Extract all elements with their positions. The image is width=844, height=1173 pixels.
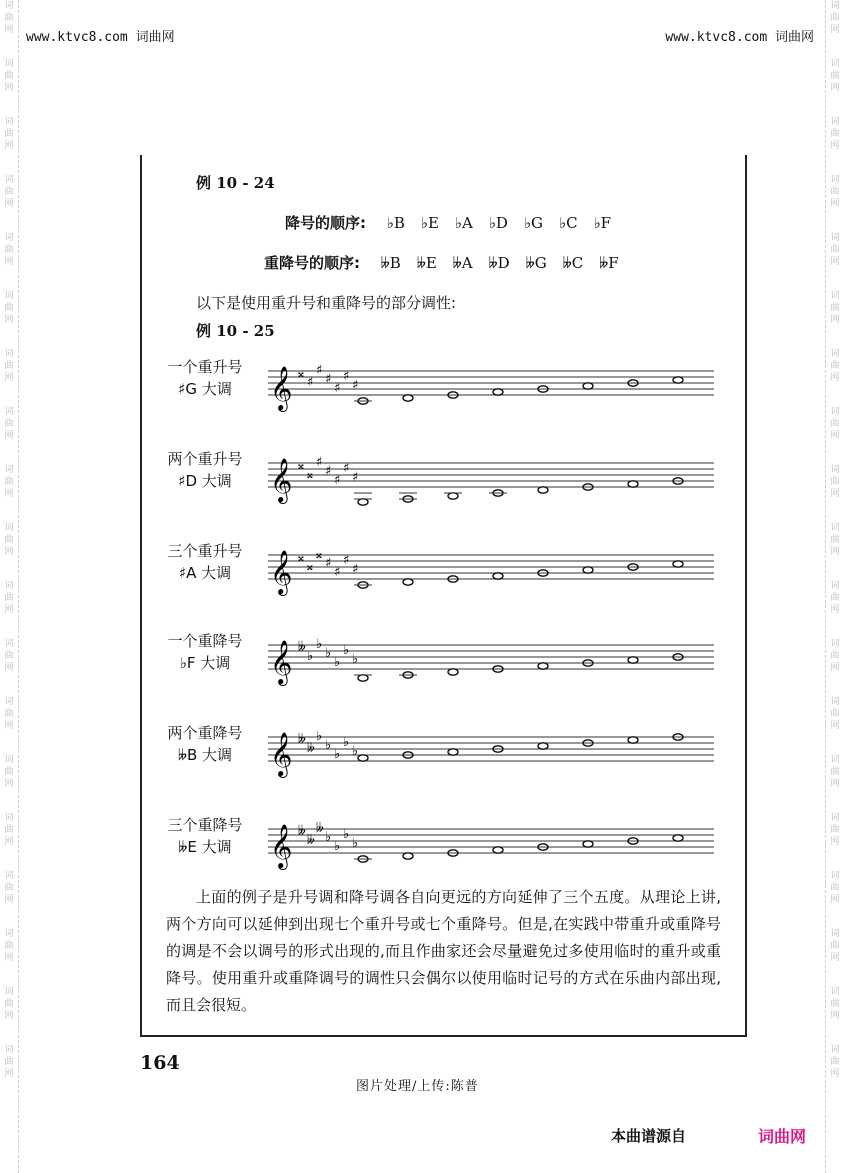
key-label-count: 两个重降号 [167,724,243,742]
key-row [150,448,720,518]
whole-note [358,675,368,681]
header-url-right[interactable]: www.ktvc8.com 词曲网 [665,30,814,45]
key-row [150,540,720,610]
watermark-glyphs: 词 曲 网 [4,581,14,615]
treble-clef-icon: 𝄞 [270,732,293,776]
flat-order-line [285,212,611,233]
treble-clef-icon: 𝄞 [270,824,293,868]
watermark-glyphs: 词 曲 网 [830,813,840,847]
key-row [150,722,720,792]
watermark-glyphs: 词 曲 网 [4,175,14,209]
key-label [150,540,260,584]
key-signature-accidental: ♭ [352,744,359,759]
key-signature-accidental: 𝄫 [316,821,324,836]
key-signature-accidental: 𝄪 [307,559,313,574]
key-signature-accidental: 𝄪 [298,458,304,473]
key-signature-accidental: ♯ [316,363,323,378]
order-item: ♭C [559,214,578,232]
intro-text: 以下是使用重升号和重降号的部分调性: [196,294,457,312]
whole-note [358,755,368,761]
watermark-glyphs: 词 曲 网 [4,59,14,93]
key-signature-accidental: ♭ [343,735,350,750]
order-item: ♭F [593,214,612,232]
key-label [150,722,260,766]
staff [268,448,718,518]
key-row [150,814,720,884]
key-signature-accidental: ♭ [316,729,323,744]
key-signature-accidental: 𝄫 [307,833,315,848]
whole-note [448,493,458,499]
watermark-glyphs: 词 曲 网 [830,233,840,267]
watermark-glyphs: 词 曲 网 [4,349,14,383]
watermark-glyphs: 词 曲 网 [830,465,840,499]
whole-note [493,847,503,853]
watermark-glyphs: 词 曲 网 [4,755,14,789]
watermark-glyphs: 词 曲 网 [4,1045,14,1079]
order-item: ♭B [386,214,405,232]
watermark-glyphs: 词 曲 网 [4,639,14,673]
brand-logo[interactable]: 词曲网 [758,1127,807,1146]
watermark-glyphs: 词 曲 网 [4,813,14,847]
key-signature-accidental: 𝄪 [316,547,322,562]
watermark-glyphs: 词 曲 网 [4,407,14,441]
whole-note [448,749,458,755]
treble-clef-icon: 𝄞 [270,366,293,410]
watermark-strip-left [0,0,19,1173]
key-signature-accidental: 𝄫 [307,741,315,756]
key-signature-accidental: ♯ [343,369,350,384]
watermark-glyphs: 词 曲 网 [4,233,14,267]
watermark-glyphs: 词 曲 网 [830,697,840,731]
key-signature-accidental: ♯ [343,461,350,476]
order-item: ♭A [454,214,473,232]
key-signature-accidental: ♭ [352,836,359,851]
staff [268,722,718,792]
whole-note [628,481,638,487]
key-signature-accidental: 𝄪 [307,467,313,482]
key-label-count: 两个重升号 [167,450,243,468]
flat-order-label: 降号的顺序: [285,214,366,232]
key-signature-accidental: ♭ [316,637,323,652]
paragraph-text: 上面的例子是升号调和降号调各自向更远的方向延伸了三个五度。从理论上讲,两个方向可以延伸到出现七个重升号或七个重降号。但是,在实践中带重升或重降号的调是不会以调号的形式出现的,而且作曲家还会尽量避免过多使用临时的重升或重降号。使用重升或重降调号的调性只会偶尔以使用临时记号的方式在乐曲内部出现,而且会很短。 [166,888,721,1014]
key-row [150,356,720,426]
key-row [150,630,720,700]
whole-note [583,567,593,573]
order-item: ♭E [420,214,439,232]
watermark-glyphs: 词 曲 网 [830,175,840,209]
key-signature-accidental: ♭ [334,747,341,762]
example-label-25: 例 10 - 25 [196,322,275,340]
key-signature-accidental: ♯ [325,556,332,571]
key-signature-accidental: 𝄫 [298,640,306,655]
key-signature-accidental: ♭ [325,738,332,753]
key-signature-accidental: ♭ [334,839,341,854]
credit-line: 图片处理/上传:陈普 [356,1079,479,1094]
watermark-glyphs: 词 曲 网 [4,117,14,151]
whole-note [583,841,593,847]
whole-note [403,395,413,401]
key-label-count: 一个重升号 [167,358,243,376]
treble-clef-icon: 𝄞 [270,640,293,684]
watermark-glyphs: 词 曲 网 [4,697,14,731]
watermark-glyphs: 词 曲 网 [4,523,14,557]
watermark-glyphs: 词 曲 网 [830,407,840,441]
order-item: 𝄫D [488,254,510,272]
watermark-glyphs: 词 曲 网 [4,465,14,499]
key-signature-accidental: ♯ [334,381,341,396]
key-label [150,356,260,400]
whole-note [673,561,683,567]
staff [268,630,718,700]
order-item: ♭G [523,214,544,232]
order-item: 𝄫B [380,254,401,272]
key-signature-accidental: ♯ [325,372,332,387]
key-signature-accidental: 𝄫 [298,732,306,747]
key-label-name: 𝄫B 大调 [177,746,233,764]
watermark-glyphs: 词 曲 网 [830,349,840,383]
treble-clef-icon: 𝄞 [270,550,293,594]
double-flat-order-list [365,254,619,272]
key-signature-accidental: ♭ [352,652,359,667]
whole-note [628,737,638,743]
key-signature-accidental: ♯ [334,565,341,580]
key-signature-accidental: ♯ [316,455,323,470]
order-item: ♭D [488,214,508,232]
key-label [150,448,260,492]
key-signature-accidental: ♯ [352,378,359,393]
key-label-name: ♭F 大调 [179,654,231,672]
watermark-glyphs: 词 曲 网 [830,581,840,615]
key-signature-accidental: ♯ [343,553,350,568]
key-label-name: ♯D 大调 [178,472,232,490]
key-label [150,814,260,858]
body-paragraph [166,884,721,1019]
key-signature-accidental: 𝄪 [298,550,304,565]
whole-note [403,853,413,859]
staff [268,356,718,426]
key-signature-accidental: ♯ [352,470,359,485]
key-signature-accidental: ♯ [334,473,341,488]
watermark-glyphs: 词 曲 网 [4,987,14,1021]
whole-note [628,657,638,663]
watermark-glyphs: 词 曲 网 [4,871,14,905]
watermark-glyphs: 词 曲 网 [830,987,840,1021]
staff [268,814,718,884]
watermark-glyphs: 词 曲 网 [830,639,840,673]
key-signature-accidental: ♭ [307,649,314,664]
whole-note [448,669,458,675]
whole-note [538,663,548,669]
key-label-name: ♯G 大调 [178,380,232,398]
whole-note [538,743,548,749]
key-signature-accidental: ♯ [307,375,314,390]
example-label-24: 例 10 - 24 [196,174,275,192]
double-flat-order-line [264,252,619,273]
order-item: 𝄫F [599,254,619,272]
key-label [150,630,260,674]
whole-note [493,389,503,395]
key-label-name: 𝄫E 大调 [178,838,232,856]
order-item: 𝄫E [416,254,437,272]
watermark-glyphs: 词 曲 网 [830,1045,840,1079]
treble-clef-icon: 𝄞 [270,458,293,502]
watermark-glyphs: 词 曲 网 [830,929,840,963]
watermark-glyphs: 词 曲 网 [830,291,840,325]
whole-note [538,487,548,493]
whole-note [583,383,593,389]
whole-note [673,377,683,383]
watermark-glyphs: 词 曲 网 [4,1,14,35]
key-label-count: 三个重升号 [167,542,243,560]
watermark-glyphs: 词 曲 网 [830,59,840,93]
whole-note [493,573,503,579]
order-item: 𝄫A [452,254,473,272]
key-signature-accidental: ♭ [343,827,350,842]
whole-note [358,499,368,505]
page-number: 164 [140,1052,180,1074]
key-label-name: ♯A 大调 [178,564,232,582]
watermark-glyphs: 词 曲 网 [4,291,14,325]
header-url-left[interactable]: www.ktvc8.com 词曲网 [26,30,175,45]
watermark-glyphs: 词 曲 网 [830,117,840,151]
key-signature-accidental: ♭ [343,643,350,658]
key-label-count: 一个重降号 [167,632,243,650]
source-text: 本曲谱源自 [611,1127,687,1145]
watermark-glyphs: 词 曲 网 [830,523,840,557]
key-signature-accidental: ♯ [352,562,359,577]
watermark-glyphs: 词 曲 网 [830,755,840,789]
watermark-strip-right [825,0,844,1173]
key-signature-accidental: ♯ [325,464,332,479]
key-signature-accidental: ♭ [334,655,341,670]
key-signature-accidental: 𝄪 [298,366,304,381]
key-signature-accidental: 𝄫 [298,824,306,839]
watermark-glyphs: 词 曲 网 [830,871,840,905]
staff [268,540,718,610]
order-item: 𝄫G [525,254,547,272]
key-signature-accidental: ♭ [325,646,332,661]
double-flat-order-label: 重降号的顺序: [264,254,360,272]
whole-note [673,835,683,841]
key-label-count: 三个重降号 [167,816,243,834]
whole-note [403,579,413,585]
key-signature-accidental: ♭ [325,830,332,845]
watermark-glyphs: 词 曲 网 [830,1,840,35]
watermark-glyphs: 词 曲 网 [4,929,14,963]
flat-order-list [371,214,611,232]
order-item: 𝄫C [562,254,584,272]
